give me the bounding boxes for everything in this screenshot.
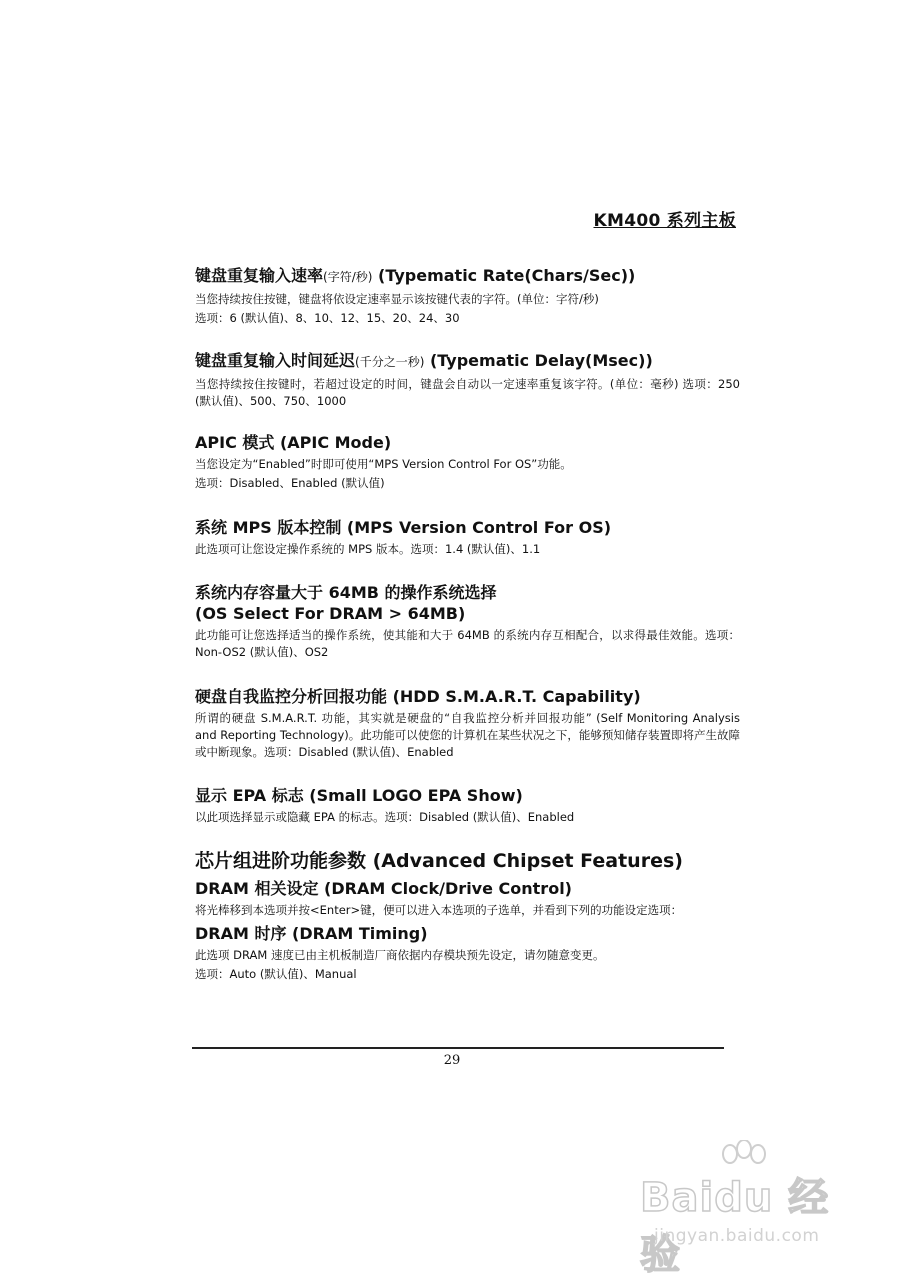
section-title: 系统 MPS 版本控制 (MPS Version Control For OS) xyxy=(195,518,612,537)
subsection-title-dram-timing: DRAM 时序 (DRAM Timing) xyxy=(195,924,428,943)
section-hdd-smart xyxy=(195,686,740,761)
page-number: 29 xyxy=(443,1053,461,1068)
title-small: (字符/秒) xyxy=(323,270,373,284)
subsection-options-dram-timing: 选项：Auto (默认值)、Manual xyxy=(195,967,357,981)
section-apic-mode xyxy=(195,432,740,492)
section-title: 硬盘自我监控分析回报功能 (HDD S.M.A.R.T. Capability) xyxy=(195,687,641,706)
section-description: 此选项可让您设定操作系统的 MPS 版本。选项：1.4 (默认值)、1.1 xyxy=(195,542,541,556)
section-title: APIC 模式 (APIC Mode) xyxy=(195,433,392,452)
section-description: 当您持续按住按键时，若超过设定的时间，键盘会自动以一定速率重复该字符。(单位：毫秒) 选项：250 (默认值)、500、750、1000 xyxy=(195,377,740,408)
section-options: 选项：Disabled、Enabled (默认值) xyxy=(195,476,385,490)
title-en: (Typematic Delay(Msec)) xyxy=(424,351,653,370)
section-epa-logo xyxy=(195,785,740,826)
subsection-title-dram-clock: DRAM 相关设定 (DRAM Clock/Drive Control) xyxy=(195,879,572,898)
footer-divider xyxy=(192,1047,724,1049)
baidu-watermark xyxy=(640,1140,870,1278)
section-os-select xyxy=(195,582,740,661)
title-small: (千分之一秒) xyxy=(355,355,425,369)
subsection-description-dram-timing: 此选项 DRAM 速度已由主机板制造厂商依据内存模块预先设定，请勿随意变更。 xyxy=(195,948,605,962)
title-main: 键盘重复输入速率 xyxy=(195,266,324,285)
section-typematic-delay xyxy=(195,350,740,410)
title-main: 键盘重复输入时间延迟 xyxy=(195,351,356,370)
section-typematic-rate xyxy=(195,265,740,327)
section-description: 此功能可让您选择适当的操作系统，使其能和大于 64MB 的系统内存互相配合，以求得最佳效能。选项：Non-OS2 (默认值)、OS2 xyxy=(195,628,740,659)
title-en: (Typematic Rate(Chars/Sec)) xyxy=(372,266,636,285)
section-description: 所谓的硬盘 S.M.A.R.T. 功能，其实就是硬盘的“自我监控分析并回报功能” (Self Monitoring Analysis and Reporting Technology)。此功能可以使您的计算机在某些状况之下，能够预知储存装置即将产生故障或中断现象。选项：Disabled (默认值)、Enabled xyxy=(195,711,740,759)
subsection-description-dram-clock: 将光棒移到本选项并按<Enter>键，便可以进入本选项的子选单，并看到下列的功能设定选项： xyxy=(195,903,683,917)
section-description: 以此项选择显示或隐藏 EPA 的标志。选项：Disabled (默认值)、Enabled xyxy=(195,810,575,824)
section-title xyxy=(195,350,740,373)
chapter-title: 芯片组进阶功能参数 (Advanced Chipset Features) xyxy=(195,850,683,872)
header-title: KM400 系列主板 xyxy=(593,211,736,231)
section-options: 选项：6 (默认值)、8、10、12、15、20、24、30 xyxy=(195,311,460,325)
section-title xyxy=(195,265,740,288)
section-description: 当您设定为“Enabled”时即可使用“MPS Version Control For OS”功能。 xyxy=(195,457,572,471)
section-title-line2: (OS Select For DRAM > 64MB) xyxy=(195,604,466,623)
section-mps-version xyxy=(195,517,740,558)
section-advanced-chipset xyxy=(195,849,740,983)
section-description: 当您持续按住按键，键盘将依设定速率显示该按键代表的字符。(单位：字符/秒) xyxy=(195,292,599,306)
section-title-line1: 系统内存容量大于 64MB 的操作系统选择 xyxy=(195,583,497,602)
watermark-logo-text: Baidu 经验 xyxy=(640,1175,830,1278)
section-title: 显示 EPA 标志 (Small LOGO EPA Show) xyxy=(195,786,523,805)
watermark-url: jingyan.baidu.com xyxy=(654,1226,820,1246)
